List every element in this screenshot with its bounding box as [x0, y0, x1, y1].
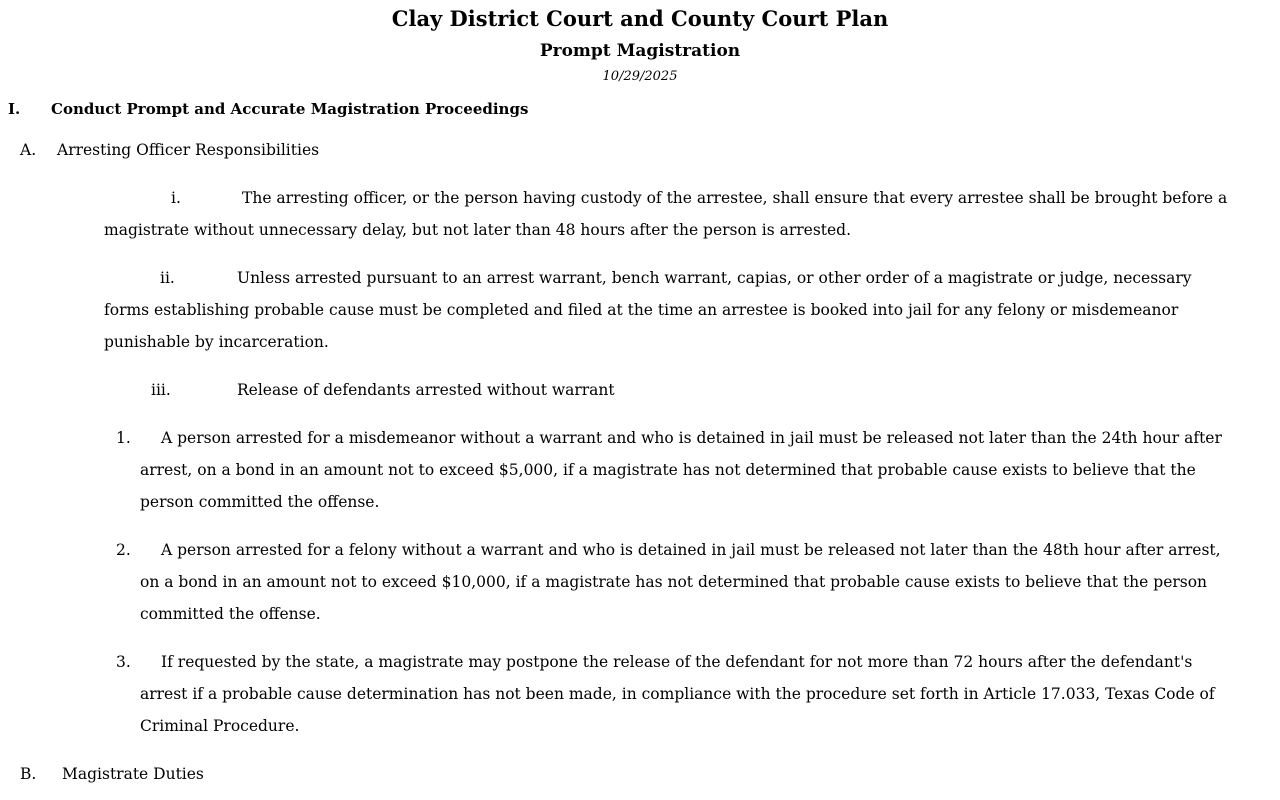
list-item-marker: iii. — [151, 381, 171, 399]
numbered-item-marker: 2. — [116, 541, 131, 559]
subsection-letter: A. — [20, 141, 37, 159]
subsection-title: Arresting Officer Responsibilities — [57, 141, 320, 159]
list-item-text: forms establishing probable cause must be completed and filed at the time an arrestee is booked into jail for any felony or misdemeanor — [104, 301, 1179, 319]
numbered-item-text: A person arrested for a misdemeanor without a warrant and who is detained in jail must be released not later than the 24th hour after — [161, 429, 1222, 447]
page-title: Clay District Court and County Court Plan — [391, 6, 889, 31]
numbered-item-text: A person arrested for a felony without a warrant and who is detained in jail must be released not later than the 48th hour after arrest, — [161, 541, 1221, 559]
numbered-item-text: arrest if a probable cause determination has not been made, in compliance with the procedure set forth in Article 17.033, Texas Code of — [140, 685, 1215, 703]
numbered-item-text: person committed the offense. — [140, 493, 380, 511]
numbered-item-text: on a bond in an amount not to exceed $10,000, if a magistrate has not determined that probable cause exists to believe that the person — [140, 573, 1208, 591]
list-item-marker: ii. — [160, 269, 175, 287]
subsection-title: Magistrate Duties — [62, 765, 204, 783]
list-item-text: The arresting officer, or the person having custody of the arrestee, shall ensure that every arrestee shall be brought before a — [242, 189, 1228, 207]
numbered-item-text: If requested by the state, a magistrate may postpone the release of the defendant for not more than 72 hours after the defendant's — [161, 653, 1193, 671]
list-item-text: magistrate without unnecessary delay, but not later than 48 hours after the person is arrested. — [104, 221, 852, 239]
subsection-letter: B. — [20, 765, 37, 783]
section-title: Conduct Prompt and Accurate Magistration Proceedings — [51, 100, 529, 118]
list-item-text: Release of defendants arrested without warrant — [237, 381, 615, 399]
document-date: 10/29/2025 — [602, 69, 678, 84]
page-subtitle: Prompt Magistration — [539, 41, 741, 61]
list-item-text: Unless arrested pursuant to an arrest warrant, bench warrant, capias, or other order of a magistrate or judge, necessary — [237, 269, 1192, 287]
numbered-item-text: Criminal Procedure. — [140, 717, 300, 735]
numbered-item-text: arrest, on a bond in an amount not to exceed $5,000, if a magistrate has not determined that probable cause exists to believe that the — [140, 461, 1196, 479]
numbered-item-text: committed the offense. — [140, 605, 321, 623]
list-item-marker: i. — [171, 189, 181, 207]
numbered-item-marker: 3. — [116, 653, 131, 671]
list-item-text: punishable by incarceration. — [104, 333, 329, 351]
numbered-item-marker: 1. — [116, 429, 131, 447]
section-number: I. — [8, 100, 21, 118]
